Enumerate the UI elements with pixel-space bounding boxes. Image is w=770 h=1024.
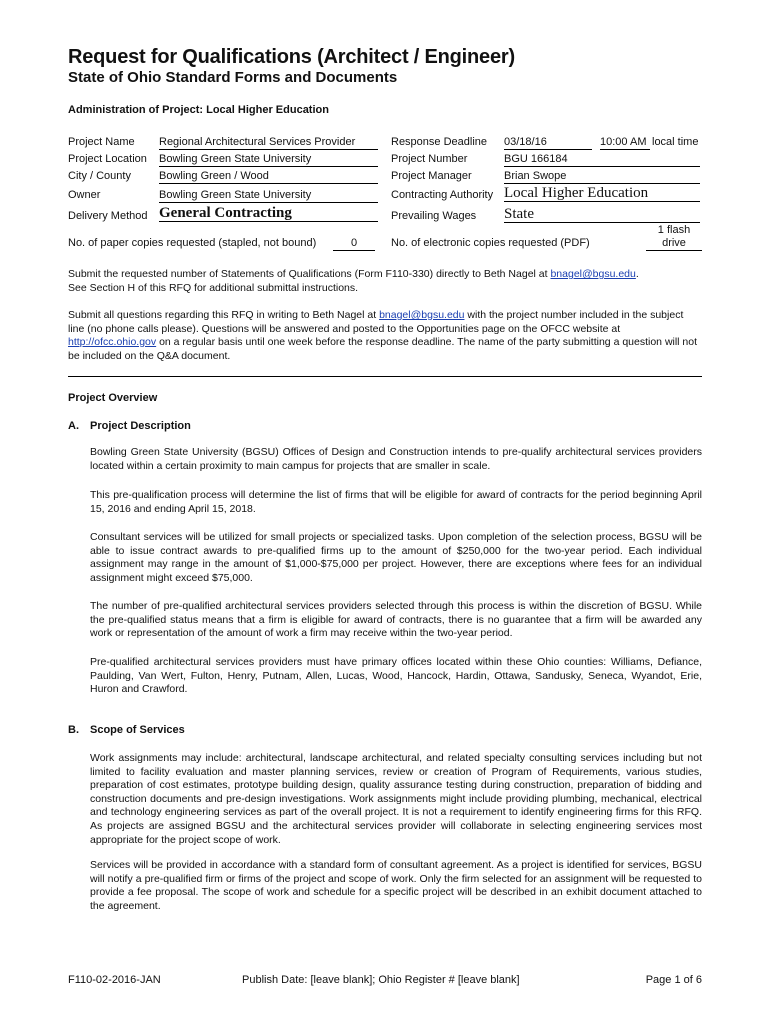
questions-mid-text: with the project number included in the subject line (no phone calls please). Questions will be answered and posted to the Opportunities page on the OFCC website at xyxy=(68,309,684,335)
project-description-paragraph-2: This pre-qualification process will determine the list of firms that will be eligible for award of contracts for the period beginning April 15, 2016 and ending April 15, 2018. xyxy=(90,489,702,515)
paper-copies-label: No. of paper copies requested (stapled, not bound) xyxy=(68,237,317,249)
city-county-label: City / County xyxy=(68,170,131,182)
project-number-field[interactable]: BGU 166184 xyxy=(504,153,700,167)
electronic-copies-line2: drive xyxy=(662,237,686,249)
submit-period: . xyxy=(635,268,639,280)
project-name-label: Project Name xyxy=(68,136,135,148)
scope-paragraph-1: Work assignments may include: architectural, landscape architectural, and related specialty consulting services including but not limited to facility evaluation and master planning services, review or creation of Program of Requirements, various studies, preparation of cost estimates, prototype building design, quality assurance testing during construction, preparation of bidding and construction documents and pre-design investigations. Work assignments might include providing plumbing, mechanical, electrical and technology engineering services as part of the overall project. It is not a requirement to identify engineering firms for this RFQ. As projects are assigned BGSU and the architectural services provider will collaborate in selecting engineering services most appropriate for the project scope of work. xyxy=(90,752,702,846)
project-name-field[interactable]: Regional Architectural Services Provider xyxy=(159,136,378,150)
questions-paragraph xyxy=(68,309,702,363)
city-county-field[interactable]: Bowling Green / Wood xyxy=(159,170,378,184)
project-number-label: Project Number xyxy=(391,153,468,165)
project-description-paragraph-5: Pre-qualified architectural services providers must have primary offices located within these Ohio counties: Williams, Defiance, Paulding, Van Wert, Fulton, Henry, Putnam, Allen, Lucas, Wood, Hancock, Hardin, Ottawa, Sandusky, Seneca, Wyandot, Erie, Huron and Crawford. xyxy=(90,656,702,696)
section-b-letter: B. xyxy=(68,724,79,736)
paper-copies-field[interactable]: 0 xyxy=(333,237,375,251)
project-description-paragraph-3: Consultant services will be utilized for small projects or specialized tasks. Upon completion of the selection process, BGSU will be able to issue contract awards to pre-qualified firms up to the amount of $250,000 for the two-year period. Each individual assignment may range in the amount of $1,000-$75,000 per project. However, there are exceptions where fees for an individual assignment might exceed $75,000. xyxy=(90,531,702,584)
submit-text: Submit the requested number of Statements of Qualifications (Form F110-330) directly to Beth Nagel at xyxy=(68,268,548,280)
local-time-label: local time xyxy=(652,136,699,148)
questions-end-text: on a regular basis until one week before the response deadline. The name of the party submitting a question will not be included on the Q&A document. xyxy=(68,336,698,362)
delivery-method-label: Delivery Method xyxy=(68,210,148,222)
prevailing-wages-label: Prevailing Wages xyxy=(391,210,477,222)
project-manager-field[interactable]: Brian Swope xyxy=(504,170,700,184)
electronic-copies-line1: 1 flash xyxy=(657,224,691,236)
electronic-copies-field[interactable] xyxy=(646,224,702,251)
response-deadline-time-field[interactable]: 10:00 AM xyxy=(600,136,650,150)
delivery-method-field[interactable]: General Contracting xyxy=(159,205,378,222)
administration-line: Administration of Project: Local Higher Education xyxy=(68,104,329,116)
section-divider xyxy=(68,376,702,377)
project-location-field[interactable]: Bowling Green State University xyxy=(159,153,378,167)
project-location-label: Project Location xyxy=(68,153,147,165)
project-overview-heading: Project Overview xyxy=(68,392,158,404)
section-b-title: Scope of Services xyxy=(90,724,185,736)
section-a-title: Project Description xyxy=(90,420,191,432)
document-subtitle: State of Ohio Standard Forms and Documents xyxy=(68,69,398,86)
email-link[interactable]: bnagel@bgsu.edu xyxy=(379,309,465,321)
submit-section-h-text: See Section H of this RFQ for additional submittal instructions. xyxy=(68,281,359,294)
ofcc-website-link[interactable]: http://ofcc.ohio.gov xyxy=(68,336,157,348)
electronic-copies-label: No. of electronic copies requested (PDF) xyxy=(391,237,590,249)
project-description-paragraph-4: The number of pre-qualified architectural services providers selected through this process is within the discretion of BGSU. While the pre-qualified status means that a firm is eligible for award of contracts, there is no guarantee that a firm will be awarded any work or representation of the amount of work a firm may receive within the two-year period. xyxy=(90,600,702,640)
submit-instructions-paragraph xyxy=(68,268,702,295)
contracting-authority-label: Contracting Authority xyxy=(391,189,494,201)
project-manager-label: Project Manager xyxy=(391,170,472,182)
section-a-letter: A. xyxy=(68,420,79,432)
scope-paragraph-2: Services will be provided in accordance with a standard form of consultant agreement. As a project is identified for services, BGSU will notify a pre-qualified firm or firms of the project and scope of work. Only the firm selected for an assignment will be requested to provide a fee proposal. The scope of work and schedule for a specific project will be described in an exhibit document attached to the agreement. xyxy=(90,859,702,912)
page-number: Page 1 of 6 xyxy=(645,974,702,986)
owner-field[interactable]: Bowling Green State University xyxy=(159,189,378,203)
owner-label: Owner xyxy=(68,189,101,201)
email-link[interactable]: bnagel@bgsu.edu xyxy=(550,268,636,280)
response-deadline-label: Response Deadline xyxy=(391,136,488,148)
response-deadline-date-field[interactable]: 03/18/16 xyxy=(504,136,592,150)
questions-text: Submit all questions regarding this RFQ in writing to Beth Nagel at xyxy=(68,309,377,321)
form-id: F110-02-2016-JAN xyxy=(68,974,161,986)
document-title: Request for Qualifications (Architect / Engineer) xyxy=(68,46,515,68)
project-description-paragraph-1: Bowling Green State University (BGSU) Offices of Design and Construction intends to pre-qualify architectural services providers located within a certain proximity to main campus for projects that are smaller in scale. xyxy=(90,446,702,472)
contracting-authority-field[interactable]: Local Higher Education xyxy=(504,185,700,202)
prevailing-wages-field[interactable]: State xyxy=(504,206,700,223)
publish-info: Publish Date: [leave blank]; Ohio Register # [leave blank] xyxy=(242,974,520,986)
